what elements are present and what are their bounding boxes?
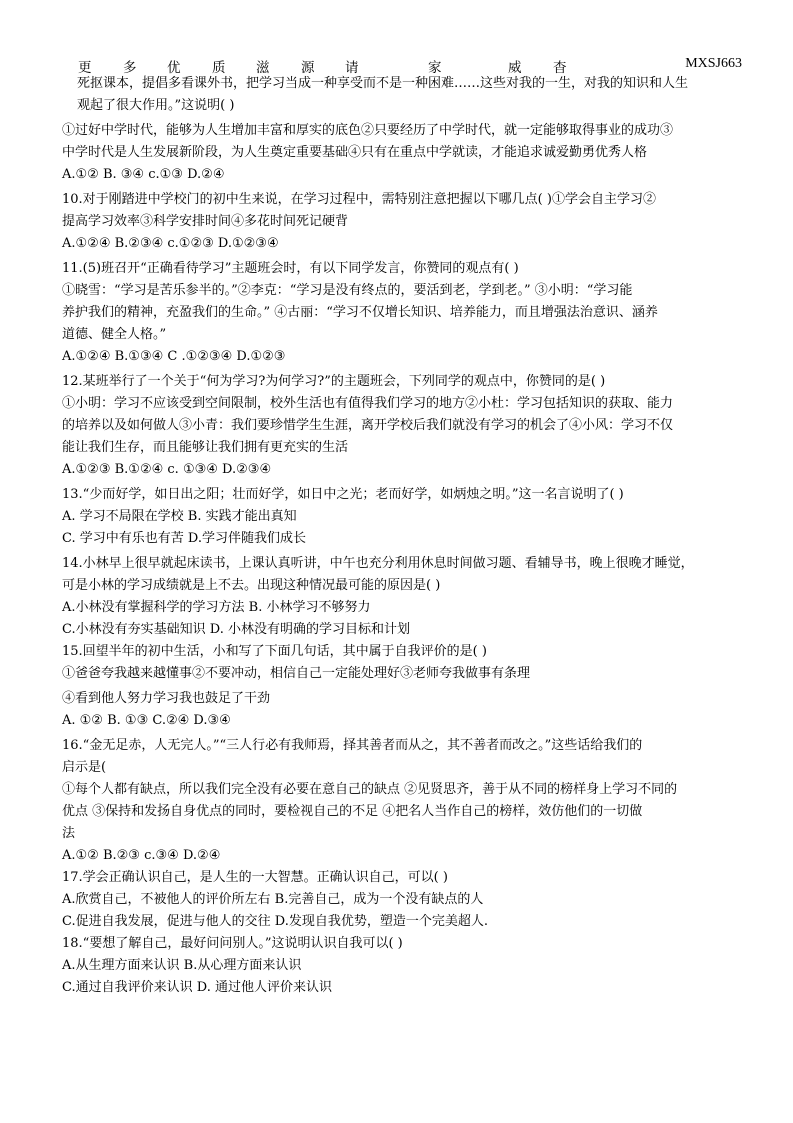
text-line: 14.小林早上很早就起床读书，上课认真听讲，中午也充分利用休息时间做习题、看辅导书，晚上很晚才睡觉， [62,556,694,571]
text-line: 13.“少而好学，如日出之阳；壮而好学，如日中之光；老而好学，如炳烛之明。”这一名言说明了( ) [62,487,624,502]
text-line: C.小林没有夯实基础知识 D. 小林没有明确的学习目标和计划 [62,622,410,637]
text-line: 16.“金无足赤，人无完人。”“三人行必有我师焉，择其善者而从之，其不善者而改之。”这些话给我们的 [62,738,643,753]
watermark-char: 威 [508,60,522,76]
text-line: 12.某班举行了一个关于“何为学习?为何学习?”的主题班会，下列同学的观点中，你赞同的是( ) [62,374,606,389]
watermark-char: 质 [212,60,226,76]
text-line: C.促进自我发展，促进与他人的交往 D.发现自我优势，塑造一个完美超人. [62,914,488,929]
text-line: 提高学习效率③科学安排时间④多花时间死记硬背 [62,214,349,229]
text-line: 11.(5)班召开“正确看待学习”主题班会时，有以下同学发言，你赞同的观点有( ) [62,261,519,276]
text-line: 优点 ③保持和发扬自身优点的同时，要检视自己的不足 ④把名人当作自己的榜样，效仿他们的一切做 [62,804,643,819]
text-line: A.①②③ B.①②④ c. ①③④ D.②③④ [62,462,272,477]
watermark-char: 更 [78,60,92,76]
watermark-char: 滋 [256,60,270,76]
text-line: 18.“要想了解自己，最好问问别人。”这说明认识自我可以( ) [62,936,403,951]
text-line: ①小明：学习不应该受到空间限制，校外生活也有值得我们学习的地方②小杜：学习包括知识的获取、能力 [62,396,674,411]
text-line: A.①② B. ③④ c.①③ D.②④ [62,167,225,182]
text-line: C. 学习中有乐也有苦 D.学习伴随我们成长 [62,531,306,546]
question-body [62,73,746,999]
text-line: 15.回望半年的初中生活，小和写了下面几句话，其中属于自我评价的是( ) [62,644,487,659]
watermark-char: 请 [345,60,359,76]
text-line: 观起了很大作用。”这说明( ) [77,98,235,113]
text-line: C.通过自我评价来认识 D. 通过他人评价来认识 [62,980,332,995]
watermark-char: 优 [167,60,181,76]
watermark-char: 家 [428,60,442,76]
text-line: A. ①② B. ①③ C.②④ D.③④ [62,713,231,728]
text-line: ①过好中学时代，能够为人生增加丰富和厚实的底色②只要经历了中学时代，就一定能够取得事业的成功③ [62,123,674,138]
watermark-char: 杳 [553,60,567,76]
text-line: A.小林没有掌握科学的学习方法 B. 小林学习不够努力 [62,600,371,615]
watermark-char: 源 [301,60,315,76]
text-line: 的培养以及如何做人③小青：我们要珍惜学生生涯，离开学校后我们就没有学习的机会了④小风：学习不仅 [62,418,674,433]
text-line: 死抠课本，提倡多看课外书，把学习当成一种享受而不是一种困难……这些对我的一生，对我的知识和人生 [77,76,689,91]
text-line: 10.对于刚踏进中学校门的初中生来说，在学习过程中，需特别注意把握以下哪几点( )①学会自主学习② [62,192,656,207]
text-line: A.欣赏自己，不被他人的评价所左右 B.完善自己，成为一个没有缺点的人 [62,892,484,907]
text-line: 可是小林的学习成绩就是上不去。出现这种情况最可能的原因是( ) [62,578,441,593]
text-line: 法 [62,826,76,841]
text-line: 17.学会正确认识自己，是人生的一大智慧。正确认识自己，可以( ) [62,870,448,885]
watermark-char: 多 [123,60,137,76]
text-line: A.①② B.②③ c.③④ D.②④ [62,848,221,863]
text-line: A.①②④ B.①③④ C .①②③④ D.①②③ [62,349,286,364]
text-line: 能让我们生存，而且能够让我们拥有更充实的生活 [62,440,349,455]
document-code: MXSJ663 [685,56,742,71]
text-line: 养护我们的精神，充盈我们的生命。” ④古丽：“学习不仅增长知识、培养能力，而且增强法治意识、涵养 [62,305,658,320]
text-line: 启示是( [62,760,107,775]
page-header [78,56,742,74]
text-line: A. 学习不局限在学校 B. 实践才能出真知 [62,509,297,524]
text-line: 道德、健全人格。” [62,327,167,342]
text-line: ①每个人都有缺点，所以我们完全没有必要在意自己的缺点 ②见贤思齐，善于从不同的榜样身上学习不同的 [62,782,678,797]
text-line: A.①②④ B.②③④ c.①②③ D.①②③④ [62,236,279,251]
text-line: ①晓雪：“学习是苦乐参半的。”②李克：“学习是没有终点的，要活到老，学到老。” ③小明：“学习能 [62,283,633,298]
text-line: ①爸爸夸我越来越懂事②不要冲动，相信自己一定能处理好③老师夸我做事有条理 [62,666,531,681]
text-line: 中学时代是人生发展新阶段，为人生奠定重要基础④只有在重点中学就读，才能追求诚爱勤勇优秀人格 [62,145,648,160]
text-line: A.从生理方面来认识 B.从心理方面来认识 [62,958,302,973]
text-line: ④看到他人努力学习我也鼓足了干劲 [62,691,271,706]
